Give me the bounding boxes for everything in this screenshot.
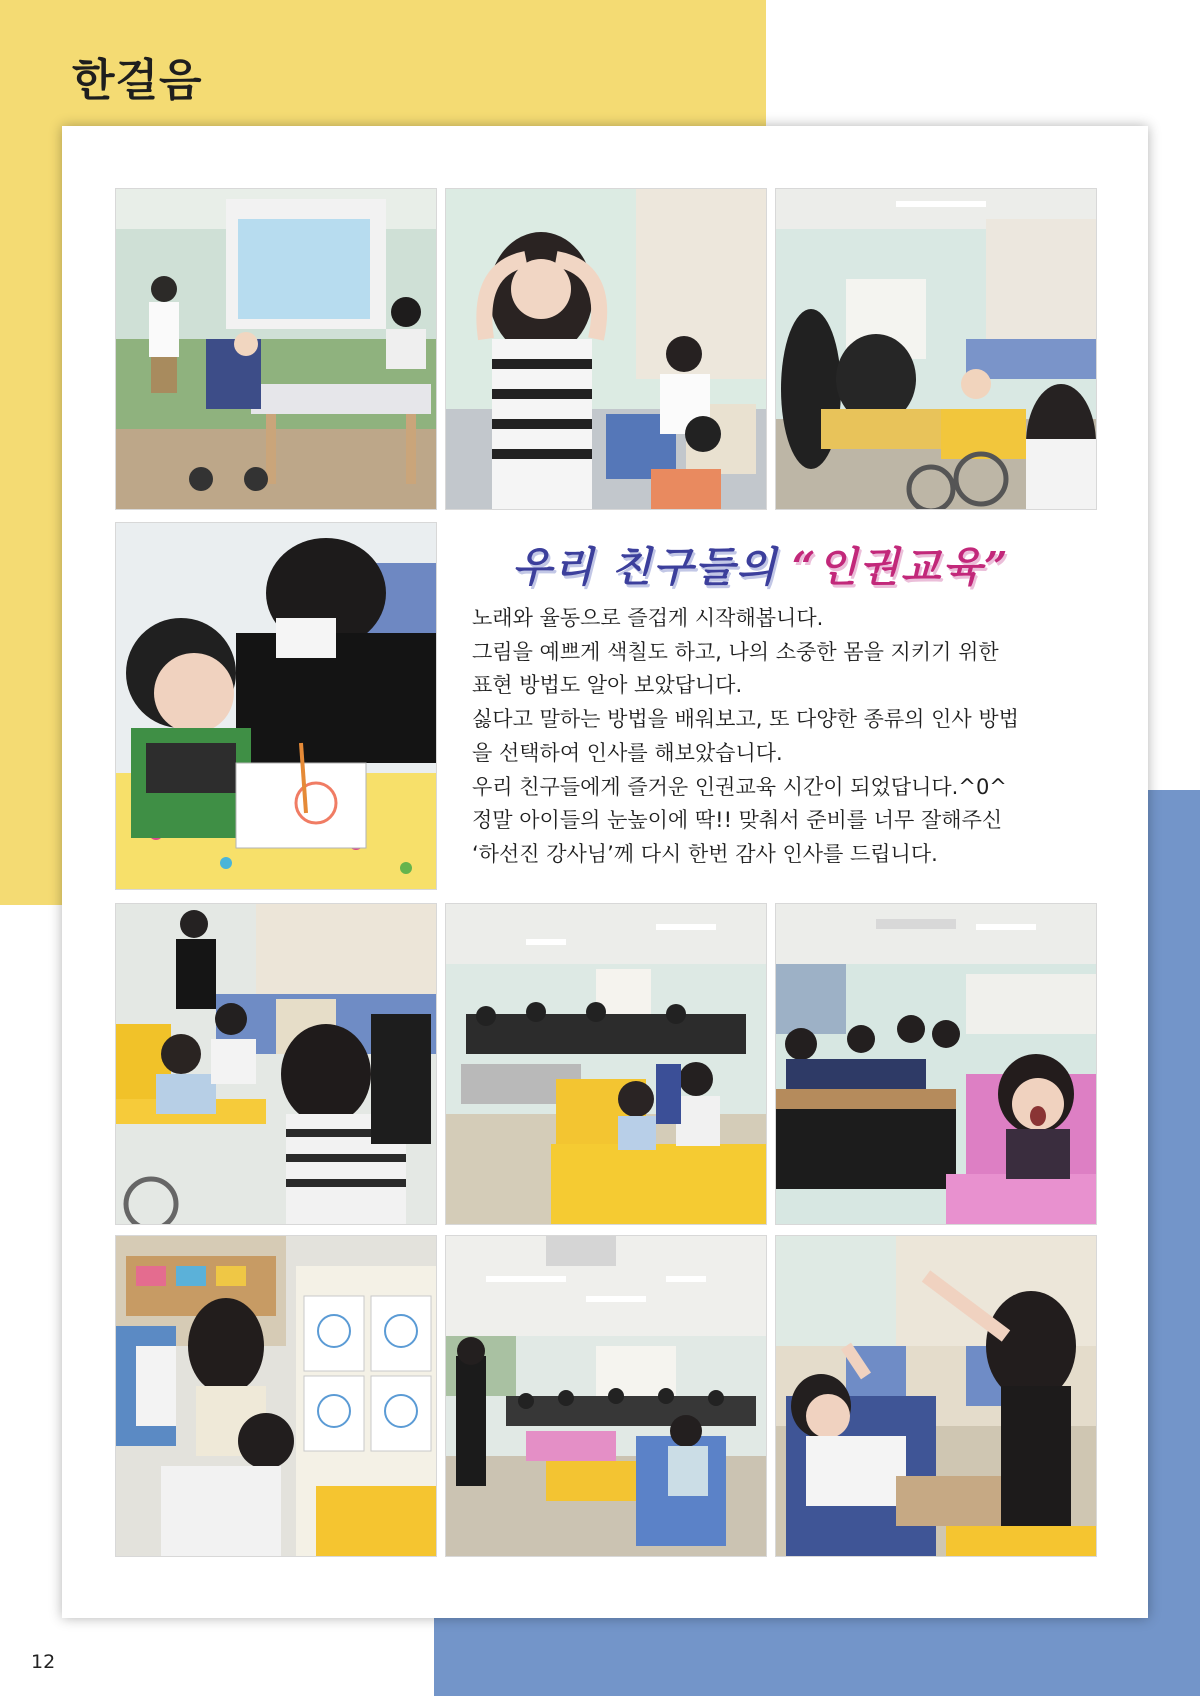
- photo-classroom-coloring-activity: [775, 188, 1097, 510]
- headline: [512, 534, 1092, 593]
- body-line: 우리 친구들에게 즐거운 인권교육 시간이 되었답니다.^0^: [472, 774, 1007, 799]
- section-title: 한걸음: [72, 55, 203, 106]
- photo-children-at-yellow-tables: [115, 903, 437, 1225]
- body-line: 정말 아이들의 눈높이에 딱!! 맞춰서 준비를 너무 잘해주신: [472, 808, 1003, 833]
- headline-part-2: “인권교육”: [791, 543, 1010, 591]
- photo-full-classroom-view: [445, 1235, 767, 1557]
- article-body: [472, 602, 1112, 872]
- photo-greeting-cards-activity: [115, 1235, 437, 1557]
- content-card: [62, 126, 1148, 1618]
- photo-teacher-heart-gesture: [445, 188, 767, 510]
- photo-boy-drawing-with-teacher: [115, 522, 437, 890]
- photo-singing-with-keyboard: [115, 188, 437, 510]
- headline-part-1: 우리 친구들의: [512, 543, 778, 591]
- page-number: 12: [31, 1651, 56, 1673]
- body-line: 표현 방법도 알아 보았답니다.: [472, 673, 743, 698]
- body-line: 을 선택하여 인사를 해보았습니다.: [472, 740, 783, 765]
- photo-boy-raising-hand: [775, 1235, 1097, 1557]
- photo-girl-in-pink-chair: [775, 903, 1097, 1225]
- body-line: ‘하선진 강사님’께 다시 한번 감사 인사를 드립니다.: [472, 841, 938, 866]
- body-line: 싫다고 말하는 방법을 배워보고, 또 다양한 종류의 인사 방법: [472, 707, 1019, 732]
- body-line: 그림을 예쁘게 색칠도 하고, 나의 소중한 몸을 지키기 위한: [472, 639, 999, 664]
- body-line: 노래와 율동으로 즐겁게 시작해봅니다.: [472, 606, 824, 630]
- photo-wide-classroom-yellow-desks: [445, 903, 767, 1225]
